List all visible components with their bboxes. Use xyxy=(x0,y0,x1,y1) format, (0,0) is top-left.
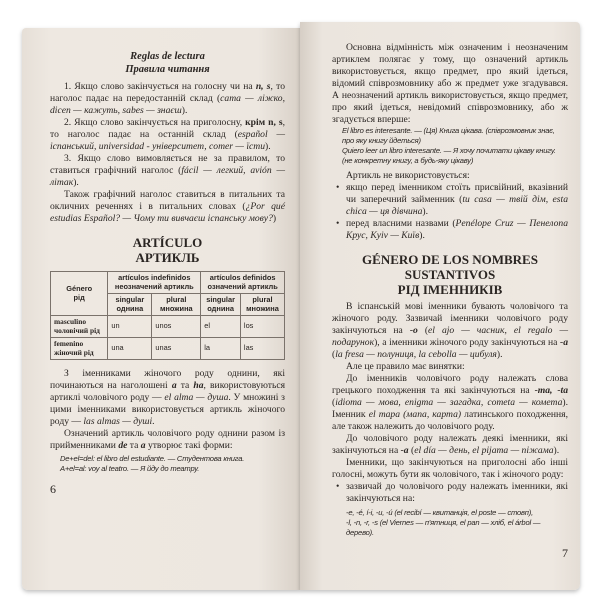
header-indefinite: artículos indefinidos неозначений артикль xyxy=(108,272,201,294)
table-row xyxy=(51,316,285,338)
text-run: Основна відмінність між означеним і неозначеним артиклем полягає у тому, що означений артикль використовується, якщо предмет, про який ідеться, відомий співрозмовнику або ж предмет уже згадувався. А неозначений артикль використовується, якщо предмет, про який ідеться, невідомий співрозмовнику, або ж згадується вперше: xyxy=(332,42,568,125)
table-cell: unas xyxy=(152,338,201,360)
text-run: de xyxy=(118,440,128,451)
right-page xyxy=(300,22,580,590)
text-run: -a xyxy=(400,445,409,456)
text-run: -o xyxy=(409,325,418,336)
header-plural: plural множина xyxy=(152,294,201,316)
text-run: fácil — легкий, avión — літак xyxy=(50,165,285,188)
table-cell: un xyxy=(108,316,152,338)
example: De+el=del: el libro del estudiante. — Студентова книга. xyxy=(60,454,245,463)
table-row xyxy=(51,338,285,360)
paragraph xyxy=(332,433,568,457)
text-run: a xyxy=(171,380,177,391)
section-title-es: GÉNERO DE LOS NOMBRES SUSTANTIVOS xyxy=(362,252,538,282)
text-run: el alma — душа xyxy=(164,392,229,403)
text-run: español — іспанський, universidad - університет, comer — їсти xyxy=(50,129,285,152)
header-singular: singular однина xyxy=(108,294,152,316)
text-run: утворює такі форми: xyxy=(145,440,233,451)
text-run: ). Іменник xyxy=(332,397,568,420)
section-title-uk: АРТИКЛЬ xyxy=(135,250,200,265)
header-singular: singular однина xyxy=(201,294,241,316)
text-run: 3. Якщо слово вимовляється не за правилом, то ставиться графічний наголос ( xyxy=(50,153,285,176)
paragraph xyxy=(50,153,285,189)
paragraph xyxy=(332,457,568,481)
text-run: перед власними назвами ( xyxy=(346,218,456,229)
text-run: ( xyxy=(417,325,429,336)
not-used-list xyxy=(332,182,568,242)
heading-uk: Правила читання xyxy=(125,64,210,75)
text-run: idioma — мова, enigma — загадка, cometa — комета xyxy=(335,397,563,408)
text-run: та xyxy=(127,440,141,451)
header-definite: artículos definidos означений артикль xyxy=(201,272,285,294)
open-book xyxy=(22,22,580,590)
text-run: Також графічний наголос ставиться в питальних та окличних реченнях і в питальних словах ( xyxy=(50,189,285,212)
text-run: tu casa — твій дім, esta chica — ця дівчина xyxy=(346,194,569,217)
text-run: ). xyxy=(181,105,188,116)
header-genero: Género рід xyxy=(51,272,108,316)
text-run: ). xyxy=(73,177,79,188)
gender-list xyxy=(332,481,568,505)
text-run: ). xyxy=(553,445,560,456)
text-run: el día — день, el pijama — піжама xyxy=(414,445,554,456)
text-run: ), а іменники жіночого роду закінчуються на xyxy=(374,337,560,348)
text-run: el ajo — часник, el regalo — подарунок xyxy=(332,325,569,348)
text-run: якщо перед іменником стоїть присвійний, вказівний чи заперечний займенник ( xyxy=(346,182,568,205)
text-run: , то наголос падає на останній склад ( xyxy=(50,117,285,140)
text-run: -a xyxy=(560,337,568,348)
left-page xyxy=(22,28,300,590)
text-run: латинського походження, але також належить до чоловічого роду. xyxy=(332,409,568,432)
paragraph xyxy=(332,373,568,433)
article-difference xyxy=(332,42,568,126)
table-cell: las xyxy=(240,338,284,360)
example: El libro es interesante. — (Ця) Книга цікава. (співрозмовник знає, про яку книгу йдеться) xyxy=(342,126,555,145)
row-label: femenino жіночий рід xyxy=(51,338,108,360)
text-run: las almas — душі xyxy=(83,416,153,427)
paragraph xyxy=(332,361,568,373)
row-label: masculino чоловічий рід xyxy=(51,316,108,338)
text-run: a xyxy=(140,440,146,451)
list-item xyxy=(332,481,568,505)
text-run: ). xyxy=(422,206,428,217)
section-title-es: ARTÍCULO xyxy=(132,235,203,250)
text-run: -ma, -ta xyxy=(534,385,568,396)
table-cell: unos xyxy=(152,316,201,338)
paragraph xyxy=(50,117,285,153)
text-run: ha xyxy=(193,380,204,391)
example: A+el=al: voy al teatro. — Я йду до театру. xyxy=(60,464,200,473)
text-run: 1. Якщо слово закінчується на голосну чи на xyxy=(64,81,256,92)
gender-rules xyxy=(332,301,568,481)
paragraph xyxy=(50,428,285,452)
example: Quiero leer un libro interesante. — Я хочу почитати цікаву книгу. (не конкретну книгу, а будь-яку цікаву) xyxy=(342,146,556,165)
page-number: 7 xyxy=(562,546,568,560)
header-plural: plural множина xyxy=(240,294,284,316)
text-run: крім n, s xyxy=(245,117,283,128)
text-run: . xyxy=(152,416,155,427)
heading-es: Reglas de lectura xyxy=(130,51,205,62)
text-run: cama — ліжко, dicen — кажуть, sabes — знаєш xyxy=(50,93,285,116)
article-notes xyxy=(50,368,285,452)
text-run: ). xyxy=(419,230,425,241)
not-used-label: Артикль не використовується: xyxy=(346,170,470,181)
text-run: ¿Por qué estudias Español? — Чому ти вивчаєш іспанську мову? xyxy=(50,201,285,224)
reading-rules xyxy=(50,81,285,225)
text-run: Penélope Cruz — Пенелопа Крус, Kyiv — Київ xyxy=(346,218,568,241)
paragraph xyxy=(50,81,285,117)
page-number: 6 xyxy=(50,482,56,496)
text-run: , то наголос падає на передостанній склад ( xyxy=(50,81,285,104)
text-run: , використовуються артиклі чоловічого роду — xyxy=(50,380,285,403)
paragraph xyxy=(50,368,285,428)
text-run: Означений артикль чоловічого роду однини разом із прийменниками xyxy=(50,428,285,451)
list-item xyxy=(332,218,568,242)
text-run: З іменниками жіночого роду однини, які починаються на наголошені xyxy=(50,368,285,391)
text-run: До іменників чоловічого роду належать слова грецького походження та які закінчуються на xyxy=(332,373,568,396)
text-run: ( xyxy=(408,445,415,456)
text-run: ). xyxy=(496,349,503,360)
example: -e, -é, í-i, -u, -ú (el recibí — квитанція, el poste — стовп), xyxy=(346,508,534,517)
table-cell: una xyxy=(108,338,152,360)
text-run: та xyxy=(176,380,194,391)
text-run: ). xyxy=(265,141,271,152)
text-run: зазвичай до чоловічого роду належать іменники, які закінчуються на: xyxy=(346,481,568,504)
text-run: Але це правило має винятки: xyxy=(346,361,465,372)
text-run: . У множині з цими іменниками використовується артикль жіночого роду — xyxy=(50,392,285,427)
text-run: la fresa — полуниця, la cebolla — цибуля xyxy=(335,349,497,360)
text-run: ) xyxy=(272,213,277,224)
text-run: ( xyxy=(332,349,336,360)
text-run: Іменники, що закінчуються на приголосні або інші голосні, можуть бути як чоловічого, так і жіночого роду: xyxy=(332,457,568,480)
text-run: В іспанській мові іменники бувають чоловічого та жіночого роду. Зазвичай іменники чоловічого роду закінчуються на xyxy=(332,301,568,336)
text-run: n, s xyxy=(255,81,271,92)
table-cell: los xyxy=(240,316,284,338)
paragraph xyxy=(332,42,568,126)
text-run: 2. Якщо слово закінчується на приголосну, xyxy=(64,117,246,128)
table-cell: la xyxy=(201,338,241,360)
section-title-uk: РІД ІМЕННИКІВ xyxy=(397,282,503,297)
table-cell: el xyxy=(201,316,241,338)
text-run: До чоловічого роду належать деякі іменники, які закінчуються на xyxy=(332,433,568,456)
article-table xyxy=(50,271,285,360)
text-run: ( xyxy=(332,397,336,408)
paragraph xyxy=(50,189,285,225)
paragraph xyxy=(332,301,568,361)
list-item xyxy=(332,182,568,218)
text-run: el mapa (мапа, карта) xyxy=(368,409,462,420)
example: -l, -n, -r, -s (el Viernes — п'ятниця, el pan — хліб, el árbol — дерево). xyxy=(346,518,541,537)
